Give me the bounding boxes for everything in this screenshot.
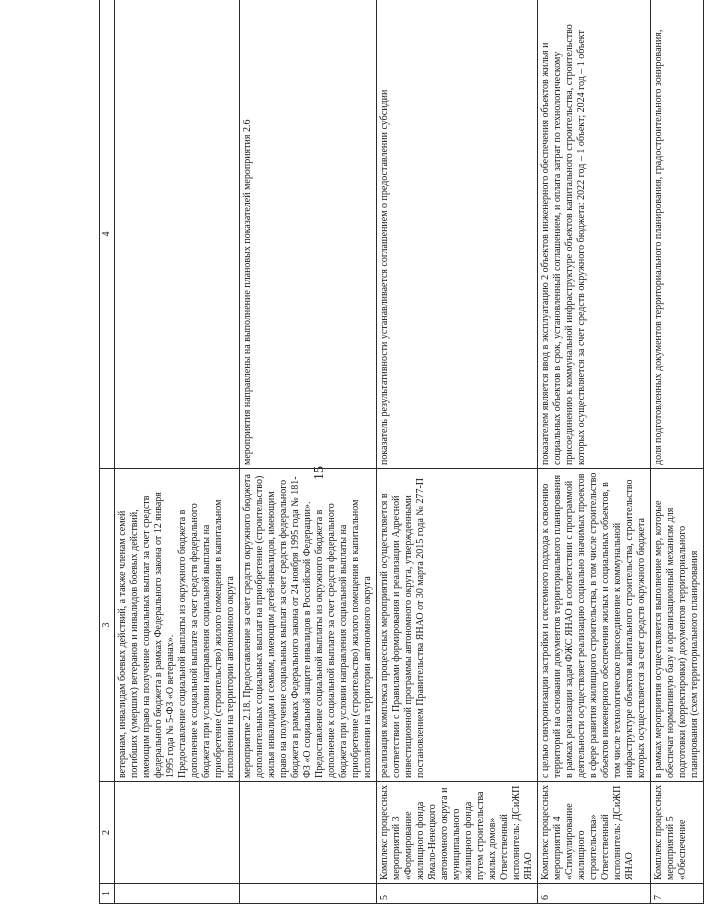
row-description-cell bbox=[377, 469, 538, 782]
row-indicator-cell: доля подготовленных документов территориального планирования, градостроительного зонирования, bbox=[651, 0, 704, 469]
description-paragraph: мероприятие 2.18. Предоставление за счет средств окружного бюджета дополнительных социальных выплат на приобретение (строительство) жилья инвалидам и семьям, имеющим детей-инвалидов, имеющим право на получение социальных выплат за счет средств федерального бюджета в рамках Федерального закона от 24 ноября 1995 года № 181-ФЗ «О социальной защите инвалидов в Российской Федерации». bbox=[242, 474, 313, 778]
row-name-cell: Комплекс процессных мероприятий 5 «Обеспечение bbox=[651, 782, 704, 884]
header-cell: 2 bbox=[100, 782, 115, 884]
row-description-cell bbox=[115, 469, 240, 782]
row-number-cell: 6 bbox=[538, 884, 651, 904]
header-cell: 3 bbox=[100, 469, 115, 782]
description-paragraph: реализация комплекса процессных мероприятий осуществляется в соответствии с Правилами формирования и реализации Адресной инвестиционной программы автономного округа, утвержденными постановлением Правительства ЯНАО от 30 марта 2015 года № 277-П bbox=[379, 478, 426, 778]
header-cell: 1 bbox=[100, 884, 115, 904]
row-number-cell: 7 bbox=[651, 884, 704, 904]
row-description-cell bbox=[538, 469, 651, 782]
table-row bbox=[538, 0, 651, 904]
rotated-table-sheet bbox=[99, 0, 700, 904]
measures-table bbox=[99, 0, 704, 904]
row-indicator-cell: показателем является ввод в эксплуатацию 2 объектов инженерного обеспечения объектов жилья и социальных объектов в срок, установленный соглашением, и оплата затрат по технологическому присоединению к коммунальной инфраструктуре объектов капитального строительства, строительство которых осуществляется за счет средств окружного бюджета: 2022 год – 1 объект; 2024 год – 1 объект bbox=[538, 0, 651, 469]
description-paragraph: Предоставление социальной выплаты из окружного бюджета в дополнение к социальной выплате за счет средств федерального бюджета при условии направления социальной выплаты на приобретение (строительство) жилого помещения в капитальном исполнении на территории автономного округа bbox=[177, 499, 236, 778]
description-paragraph: Предоставление социальной выплаты из окружного бюджета в дополнение к социальной выплате за счет средств федерального бюджета при условии направления социальной выплаты на приобретение (строительство) жилого помещения в капитальном исполнении на территории автономного округа bbox=[314, 499, 373, 778]
row-indicator-cell bbox=[115, 0, 240, 469]
row-indicator-cell: показатель результативности устанавливается соглашением о предоставлении субсидии bbox=[377, 0, 538, 469]
row-number-cell bbox=[240, 884, 377, 904]
header-cell: 4 bbox=[100, 0, 115, 469]
row-description-cell bbox=[651, 469, 704, 782]
description-paragraph: с целью синхронизации застройки и системного подхода к освоению территорий на основании документов территориального планирования в рамках реализации задач ФЖС ЯНАО в соответствии с программой деятельности осуществляет реализацию социально значимых проектов в сфере развития жилищного строительства, в том числе строительство объектов инженерного обеспечения жилых и социальных объектов, в том числе технологическое присоединение к коммунальной инфраструктуре объектов капитального строительства, строительство которых осуществляется за счет средств окружного бюджета bbox=[540, 472, 647, 778]
row-indicator-cell: мероприятия направлены на выполнение плановых показателей мероприятия 2.6 bbox=[240, 0, 377, 469]
row-name-cell: Комплекс процессных мероприятий 3 «Формирование жилищного фонда Ямало-Ненецкого автономного округа и муниципального жилищного фонда путем строительства жилых домов» Ответственный исполнитель: ДСиЖП ЯНАО bbox=[377, 782, 538, 884]
table-row bbox=[651, 0, 704, 904]
row-name-cell bbox=[115, 782, 240, 884]
row-name-cell bbox=[240, 782, 377, 884]
row-description-cell bbox=[240, 469, 377, 782]
description-paragraph: ветеранам, инвалидам боевых действий, а также членам семей погибших (умерших) ветеранов и инвалидов боевых действий, имеющим право на получение социальных выплат за счет средств федерального бюджета в рамках Федерального закона от 12 января 1995 года № 5-ФЗ «О ветеранах». bbox=[117, 492, 176, 778]
description-paragraph: в рамках мероприятия осуществляется выполнение мер, которые обеспечат нормативную базу и организационный механизм для подготовки (корректировки) документов территориального планирования (схем территориального планирования bbox=[653, 500, 700, 778]
table-row bbox=[377, 0, 538, 904]
page-number: 15 bbox=[312, 466, 327, 480]
row-name-cell: Комплекс процессных мероприятий 4 «Стимулирование жилищного строительства» Ответственный исполнитель: ДСиЖП ЯНАО bbox=[538, 782, 651, 884]
row-number-cell bbox=[115, 884, 240, 904]
table-header-row bbox=[100, 0, 115, 904]
table-row bbox=[115, 0, 240, 904]
row-number-cell: 5 bbox=[377, 884, 538, 904]
table-row bbox=[240, 0, 377, 904]
